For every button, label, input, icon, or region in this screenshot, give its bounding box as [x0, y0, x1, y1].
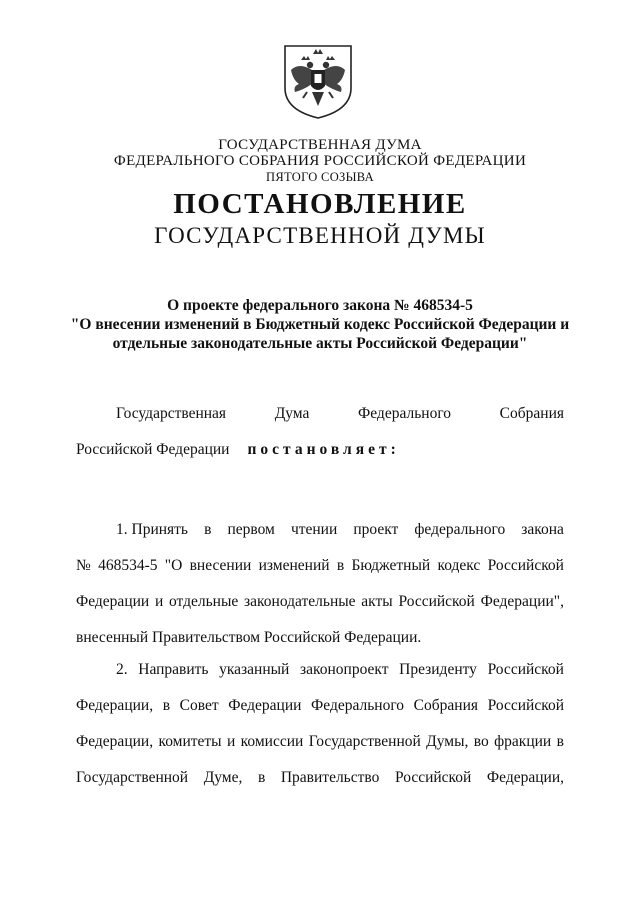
clause-word: в	[336, 557, 345, 574]
clause-word: Думы,	[426, 733, 469, 750]
clause-word: Государственной	[76, 769, 189, 786]
clause-2-line-4	[76, 760, 564, 796]
clause-1-line-1	[76, 512, 564, 548]
clause-word: Думе,	[203, 769, 243, 786]
clause-2-paragraph	[76, 652, 564, 796]
clause-word: №	[76, 557, 91, 574]
preamble-word: Дума	[274, 405, 310, 422]
clause-word: комитеты	[158, 733, 222, 750]
clause-word: Федерации,	[76, 733, 154, 750]
preamble-line-2-text: Российской Федерации	[76, 441, 230, 458]
document-subject	[40, 296, 600, 353]
clause-word: Российской	[394, 769, 472, 786]
clause-word: Направить	[138, 661, 209, 678]
clause-word: фракции	[494, 733, 552, 750]
clause-word: во	[473, 733, 489, 750]
clause-word: Российской	[487, 697, 564, 714]
org-line-duma: ГОСУДАРСТВЕННАЯ ДУМА	[218, 137, 422, 153]
clause-word: Собрания	[413, 697, 478, 714]
preamble-paragraph	[76, 396, 564, 468]
clause-1-paragraph	[76, 512, 564, 656]
subject-line-3: отдельные законодательные акты Российской Федерации"	[112, 335, 528, 352]
clause-word: проект	[353, 521, 399, 538]
clause-word: в	[257, 769, 266, 786]
preamble-word: Собрания	[499, 405, 564, 422]
clause-word: Бюджетный	[351, 557, 431, 574]
clause-word: законопроект	[299, 661, 389, 678]
preamble-line-2	[76, 432, 564, 468]
clause-2-line-2	[76, 688, 564, 724]
clause-word: в	[162, 697, 171, 714]
clause-word: первом	[227, 521, 275, 538]
document-header	[0, 137, 640, 185]
clause-word: Федерации",	[480, 593, 564, 610]
clause-word: федерального	[414, 521, 506, 538]
convocation-line: ПЯТОГО СОЗЫВА	[266, 170, 374, 184]
preamble-word: Федерального	[358, 405, 452, 422]
clause-2-line-3	[76, 724, 564, 760]
subject-line-2: "О внесении изменений в Бюджетный кодекс Российской Федерации и	[70, 316, 570, 333]
preamble-action: постановляет:	[247, 441, 400, 458]
clause-word: в	[556, 733, 564, 750]
document-type-title: ПОСТАНОВЛЕНИЕ	[173, 188, 467, 220]
clause-word: чтении	[290, 521, 338, 538]
clause-word: Федерации	[76, 593, 150, 610]
clause-2-line-1	[76, 652, 564, 688]
clause-word: 1. Принять	[116, 521, 189, 538]
clause-word: кодекс	[437, 557, 481, 574]
clause-word: Правительство	[280, 769, 380, 786]
clause-1-line-2	[76, 548, 564, 584]
clause-word: Президенту	[399, 661, 477, 678]
clause-word: 2.	[116, 661, 128, 678]
clause-word: Федерации,	[76, 697, 154, 714]
clause-word: указанный	[219, 661, 290, 678]
clause-word: Российской	[487, 557, 564, 574]
clause-word: и	[226, 733, 236, 750]
clause-1-line-4: внесенный Правительством Российской Федерации.	[76, 629, 422, 646]
clause-word: изменений	[258, 557, 330, 574]
clause-word: Федерации	[228, 697, 302, 714]
preamble-word: Государственная	[116, 405, 227, 422]
clause-word: Федерации,	[486, 769, 564, 786]
clause-word: внесении	[189, 557, 252, 574]
preamble-line-1	[76, 396, 564, 432]
clause-word: отдельные	[169, 593, 239, 610]
clause-word: и	[154, 593, 164, 610]
subject-line-1: О проекте федерального закона № 468534-5	[167, 297, 473, 314]
clause-word: Федерального	[311, 697, 405, 714]
org-line-assembly: ФЕДЕРАЛЬНОГО СОБРАНИЯ РОССИЙСКОЙ ФЕДЕРАЦИИ	[113, 153, 527, 169]
clause-word: Совет	[179, 697, 219, 714]
emblem-svg	[279, 40, 357, 120]
document-issuer-title: ГОСУДАРСТВЕННОЙ ДУМЫ	[154, 223, 486, 248]
clause-word: "О	[164, 557, 183, 574]
clause-word: закона	[521, 521, 564, 538]
coat-of-arms-icon	[279, 40, 357, 120]
clause-word: в	[204, 521, 212, 538]
clause-word: акты	[361, 593, 393, 610]
clause-word: законодательные	[244, 593, 356, 610]
clause-word: Российской	[398, 593, 475, 610]
clause-word: 468534-5	[98, 557, 158, 574]
clause-word: Российской	[487, 661, 564, 678]
clause-word: Государственной	[308, 733, 421, 750]
clause-word: комиссии	[240, 733, 304, 750]
clause-1-line-3	[76, 584, 564, 620]
